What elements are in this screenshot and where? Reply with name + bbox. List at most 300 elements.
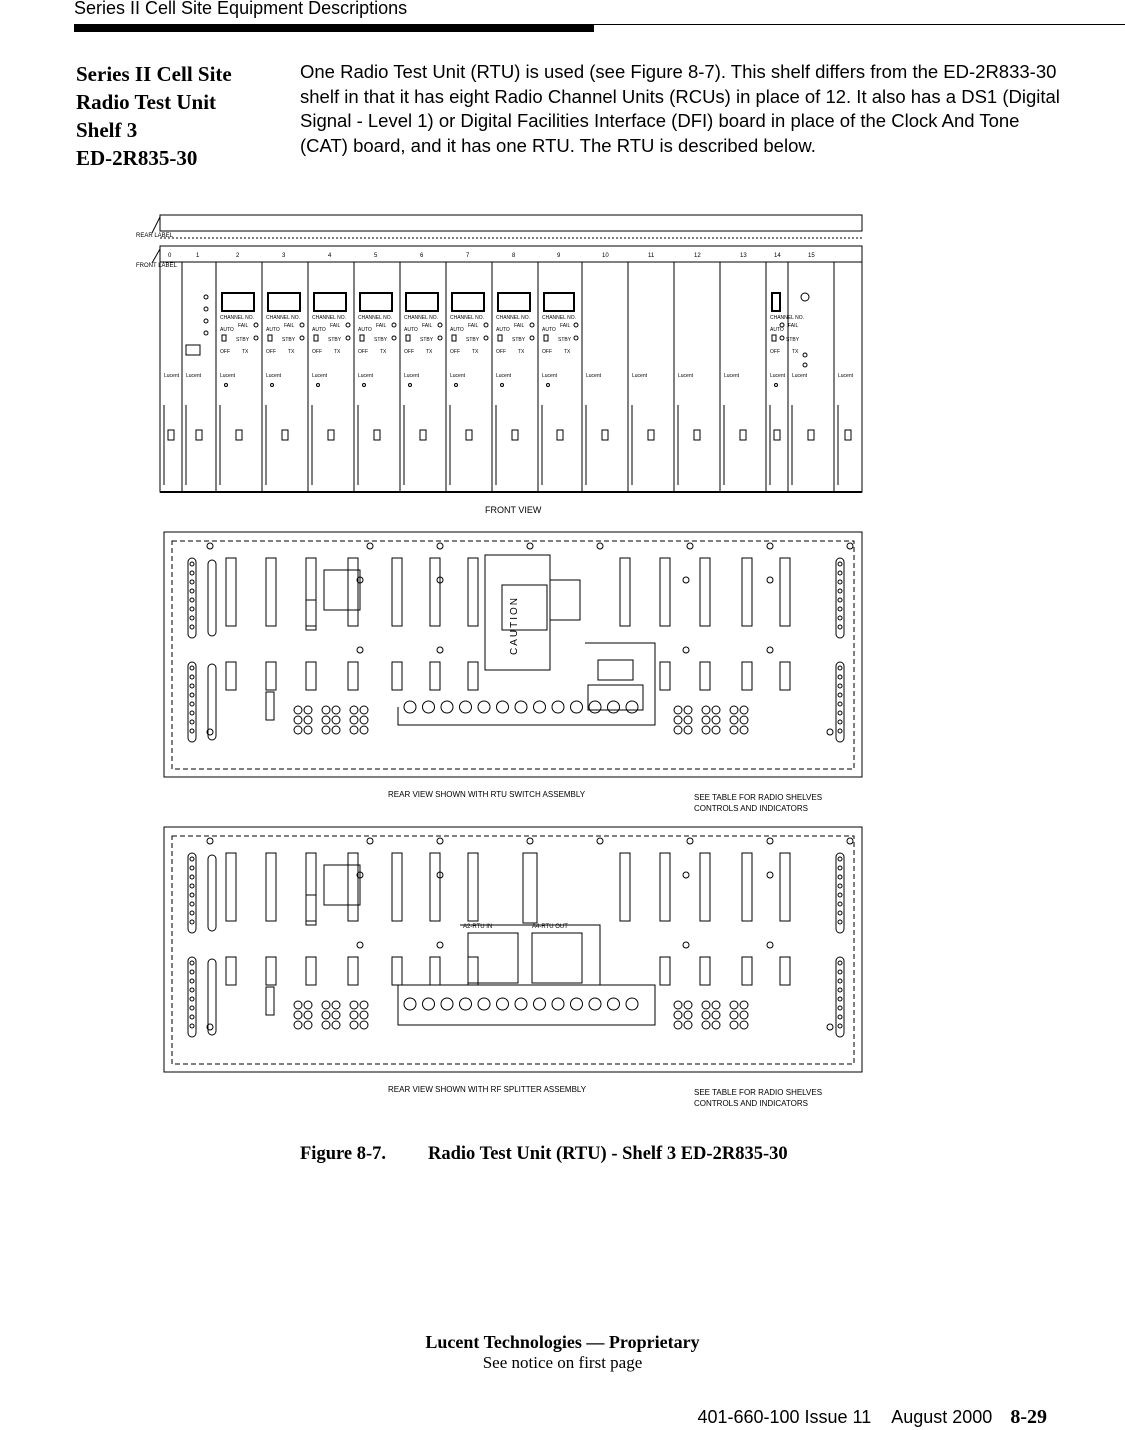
connector-pin [838, 675, 842, 679]
coax-jack [740, 1021, 748, 1029]
led [300, 323, 304, 327]
coax-jack [350, 716, 358, 724]
coax-jack [304, 716, 312, 724]
rear-slot-connector [306, 957, 316, 985]
connector-pin [838, 729, 842, 733]
connector-pin [190, 562, 194, 566]
off-label: OFF [770, 349, 780, 355]
rear-fuse [266, 987, 274, 1015]
led [530, 323, 534, 327]
mount-screw [597, 543, 603, 549]
coax-jack [304, 1021, 312, 1029]
auto-label: AUTO [312, 327, 326, 333]
front-view-panel [136, 215, 862, 515]
screw [547, 384, 550, 387]
rear-slot-connector [348, 558, 358, 626]
coax-jack [674, 1021, 682, 1029]
power-switch [186, 345, 200, 355]
channel-no-label: CHANNEL NO. [266, 315, 300, 321]
led [574, 323, 578, 327]
auto-label: AUTO [358, 327, 372, 333]
led [780, 336, 784, 340]
coax-jack [322, 1021, 330, 1029]
rear-slot-connector [306, 662, 316, 690]
connector-pin [838, 997, 842, 1001]
connector-pin [838, 684, 842, 688]
led [392, 336, 396, 340]
toggle-switch [452, 335, 456, 341]
coax-jack [684, 1011, 692, 1019]
coax-jack [360, 1001, 368, 1009]
coax-jack [702, 1011, 710, 1019]
connector-pin [190, 988, 194, 992]
channel-no-label: CHANNEL NO. [404, 315, 438, 321]
see-table-note-2: SEE TABLE FOR RADIO SHELVES [694, 1088, 823, 1097]
slot-number: 8 [512, 253, 516, 259]
slot-number: 6 [420, 253, 424, 259]
db-connector [208, 560, 216, 636]
lucent-label: Lucent [678, 373, 694, 379]
off-label: OFF [496, 349, 506, 355]
toggle-switch [314, 335, 318, 341]
coax-jack [332, 1001, 340, 1009]
rear-slot-connector [780, 957, 790, 985]
coax-jack [322, 1011, 330, 1019]
led [803, 353, 807, 357]
rear-slot-connector [266, 662, 276, 690]
stby-label: STBY [328, 337, 342, 343]
slot-number: 0 [168, 253, 172, 259]
figure-8-7 [130, 205, 870, 1115]
rear-slot-connector [226, 853, 236, 921]
rear2-components [188, 838, 853, 1037]
coax-jack [589, 701, 601, 713]
coax-jack [294, 1021, 302, 1029]
coax-jack [730, 716, 738, 724]
coax-jack [740, 1001, 748, 1009]
auto-label: AUTO [770, 327, 784, 333]
screw [501, 384, 504, 387]
coax-jack [740, 1011, 748, 1019]
fail-label: FAIL [422, 323, 433, 329]
connector-pin [190, 920, 194, 924]
led [300, 336, 304, 340]
slot-latch [466, 430, 472, 440]
coax-jack [712, 726, 720, 734]
coax-jack [702, 716, 710, 724]
lucent-label: Lucent [404, 373, 420, 379]
mount-screw [687, 543, 693, 549]
screw [409, 384, 412, 387]
connector-pin [190, 911, 194, 915]
slot-latch [374, 430, 380, 440]
connector-pin [190, 616, 194, 620]
led [438, 336, 442, 340]
channel-display [360, 293, 392, 311]
connector-pin [838, 580, 842, 584]
slot-number: 12 [694, 253, 701, 259]
shelf-diagram [130, 205, 870, 1115]
tx-label: TX [518, 349, 525, 355]
connector-pin [838, 961, 842, 965]
mount-screw [527, 543, 533, 549]
mount-screw [357, 942, 363, 948]
mount-screw [367, 543, 373, 549]
rear-slot-connector [392, 558, 402, 626]
slot-latch [808, 430, 814, 440]
coax-jack [332, 1011, 340, 1019]
connector-pin [190, 979, 194, 983]
lucent-label: Lucent [266, 373, 282, 379]
coax-jack [360, 716, 368, 724]
mount-screw [437, 838, 443, 844]
slot-latch [512, 430, 518, 440]
mount-screw [207, 543, 213, 549]
channel-no-label: CHANNEL NO. [450, 315, 484, 321]
tx-label: TX [334, 349, 341, 355]
coax-jack [294, 1011, 302, 1019]
coax-jack [684, 1001, 692, 1009]
led [204, 331, 208, 335]
coax-jack [332, 726, 340, 734]
channel-display [314, 293, 346, 311]
slot-number: 15 [808, 253, 815, 259]
tx-label: TX [242, 349, 249, 355]
connector-pin [190, 720, 194, 724]
rear-slot-connector [468, 853, 478, 921]
led [204, 295, 208, 299]
slot-latch [845, 430, 851, 440]
connector-pin [190, 625, 194, 629]
coax-jack [702, 706, 710, 714]
rear-slot-connector [306, 558, 316, 626]
connector-pin [838, 711, 842, 715]
coax-jack [350, 1011, 358, 1019]
proprietary-notice: Lucent Technologies — Proprietary [425, 1332, 700, 1352]
rear-slot-connector [430, 662, 440, 690]
coax-jack [294, 706, 302, 714]
off-label: OFF [358, 349, 368, 355]
connector-pin [838, 607, 842, 611]
slot-number: 7 [466, 253, 470, 259]
coax-jack [360, 706, 368, 714]
tx-label: TX [564, 349, 571, 355]
led [484, 336, 488, 340]
connector-pin [190, 857, 194, 861]
slot-number: 3 [282, 253, 286, 259]
coax-jack [730, 1021, 738, 1029]
lucent-label: Lucent [164, 373, 180, 379]
fail-label: FAIL [238, 323, 249, 329]
led [346, 323, 350, 327]
toggle-switch [772, 335, 776, 341]
connector-pin [838, 866, 842, 870]
coax-jack [608, 998, 620, 1010]
off-label: OFF [220, 349, 230, 355]
auto-label: AUTO [542, 327, 556, 333]
coax-jack [702, 1021, 710, 1029]
mount-screw [683, 577, 689, 583]
auto-label: AUTO [450, 327, 464, 333]
tx-label: TX [472, 349, 479, 355]
connector-pin [190, 589, 194, 593]
coax-jack [322, 706, 330, 714]
connector-pin [190, 866, 194, 870]
led [392, 323, 396, 327]
mount-screw [767, 942, 773, 948]
connector-pin [190, 607, 194, 611]
channel-display [772, 293, 780, 311]
lucent-label: Lucent [496, 373, 512, 379]
coax-jack [360, 1021, 368, 1029]
rear-slot-connector [306, 853, 316, 921]
lucent-label: Lucent [542, 373, 558, 379]
mount-screw [367, 838, 373, 844]
coax-jack [712, 1011, 720, 1019]
connector-pin [190, 875, 194, 879]
coax-jack [460, 701, 472, 713]
coax-jack [740, 706, 748, 714]
connector-pin [838, 902, 842, 906]
connector-pin [190, 1024, 194, 1028]
doc-date: August 2000 [891, 1407, 993, 1427]
coax-jack [404, 701, 416, 713]
mount-screw [767, 838, 773, 844]
coax-jack [712, 1021, 720, 1029]
fail-label: FAIL [468, 323, 479, 329]
rear-slot-connector [226, 558, 236, 626]
rear1-connector-row [404, 701, 638, 713]
mount-screw [683, 647, 689, 653]
toggle-switch [360, 335, 364, 341]
channel-display [222, 293, 254, 311]
rear-slot-connector [660, 558, 670, 626]
rear-module [324, 865, 360, 905]
rear-slot-connector [742, 558, 752, 626]
auto-label: AUTO [266, 327, 280, 333]
coax-jack [478, 701, 490, 713]
rear-slot-connector [266, 558, 276, 626]
mount-screw [847, 543, 853, 549]
a2-rtu-in-label: A2-RTU IN [463, 924, 493, 930]
off-label: OFF [312, 349, 322, 355]
coax-jack [626, 998, 638, 1010]
screw [271, 384, 274, 387]
rear-fuse [266, 692, 274, 720]
coax-jack [571, 998, 583, 1010]
rear2-connector-row [404, 998, 638, 1010]
slot-latch [168, 430, 174, 440]
mount-screw [683, 942, 689, 948]
fail-label: FAIL [330, 323, 341, 329]
rear-slot-connector [742, 957, 752, 985]
mount-screw [437, 942, 443, 948]
section-heading [76, 60, 276, 172]
led [801, 293, 809, 301]
front-label-text: FRONT LABEL [136, 263, 177, 269]
connector-pin [838, 979, 842, 983]
coax-jack [740, 716, 748, 724]
coax-jack [515, 701, 527, 713]
coax-jack [294, 726, 302, 734]
connector-pin [190, 1006, 194, 1010]
slot-number: 10 [602, 253, 609, 259]
rear-slot-connector [348, 957, 358, 985]
fail-label: FAIL [560, 323, 571, 329]
rear-slot-connector [266, 957, 276, 985]
rear-slot-connector [348, 853, 358, 921]
slot-latch [557, 430, 563, 440]
connector-pin [190, 666, 194, 670]
coax-jack [404, 998, 416, 1010]
connector-pin [838, 625, 842, 629]
connector-pin [838, 875, 842, 879]
stby-label: STBY [512, 337, 526, 343]
connector-pin [190, 702, 194, 706]
connector-pin [190, 1015, 194, 1019]
off-label: OFF [450, 349, 460, 355]
front-view-label: FRONT VIEW [485, 505, 542, 515]
page-footer [0, 1332, 1125, 1373]
db-connector [208, 855, 216, 931]
toggle-switch [222, 335, 226, 341]
connector-pin [838, 720, 842, 724]
coax-jack [712, 1001, 720, 1009]
rear-slot-connector [620, 853, 630, 921]
mount-screw [827, 729, 833, 735]
mount-screw [687, 838, 693, 844]
rear-slot-connector [700, 558, 710, 626]
rear-slot-connector [742, 662, 752, 690]
mount-screw [437, 647, 443, 653]
rear-slot-connector [700, 662, 710, 690]
stby-label: STBY [466, 337, 480, 343]
coax-jack [515, 998, 527, 1010]
fail-label: FAIL [376, 323, 387, 329]
stby-label: STBY [236, 337, 250, 343]
rear-slot-connector [392, 957, 402, 985]
page-number: 8-29 [1010, 1406, 1047, 1428]
connector-pin [838, 884, 842, 888]
connector-pin [838, 1006, 842, 1010]
fail-label: FAIL [788, 323, 799, 329]
front-slot-group [160, 253, 862, 492]
connector-pin [838, 857, 842, 861]
coax-jack [294, 716, 302, 724]
rear-slot-connector [742, 853, 752, 921]
coax-jack [712, 716, 720, 724]
section-heading-line: Series II Cell Site [76, 62, 232, 86]
rear-slot-connector [780, 853, 790, 921]
tx-label: TX [426, 349, 433, 355]
rear-slot-connector [660, 662, 670, 690]
see-table-note-1b: CONTROLS AND INDICATORS [694, 804, 808, 813]
lucent-label: Lucent [632, 373, 648, 379]
slot-latch [236, 430, 242, 440]
slot-number: 2 [236, 253, 240, 259]
off-label: OFF [404, 349, 414, 355]
connector-pin [190, 711, 194, 715]
channel-no-label: CHANNEL NO. [358, 315, 392, 321]
fail-label: FAIL [514, 323, 525, 329]
connector-pin [838, 571, 842, 575]
connector-pin [190, 970, 194, 974]
a4-rtu-out-label: A4-RTU OUT [532, 924, 568, 930]
see-table-note-2b: CONTROLS AND INDICATORS [694, 1099, 808, 1108]
coax-jack [497, 701, 509, 713]
led [254, 336, 258, 340]
coax-jack [730, 706, 738, 714]
lucent-label: Lucent [220, 373, 236, 379]
connector-pin [838, 598, 842, 602]
channel-display [498, 293, 530, 311]
rear-slot-connector [468, 662, 478, 690]
rear-slot-connector [430, 853, 440, 921]
led [204, 319, 208, 323]
coax-jack [730, 726, 738, 734]
lucent-label: Lucent [186, 373, 202, 379]
off-label: OFF [266, 349, 276, 355]
stby-label: STBY [420, 337, 434, 343]
connector-pin [838, 911, 842, 915]
auto-label: AUTO [404, 327, 418, 333]
connector-pin [838, 920, 842, 924]
slot-number: 14 [774, 253, 781, 259]
coax-jack [478, 998, 490, 1010]
channel-no-label: CHANNEL NO. [770, 315, 804, 321]
rear-slot-connector [660, 957, 670, 985]
rear-slot-connector [226, 957, 236, 985]
coax-jack [589, 998, 601, 1010]
led [204, 307, 208, 311]
lucent-label: Lucent [312, 373, 328, 379]
rear-slot-connector [700, 853, 710, 921]
mount-screw [437, 543, 443, 549]
coax-jack [322, 1001, 330, 1009]
rear-module [324, 570, 360, 610]
coax-jack [332, 706, 340, 714]
mount-screw [597, 838, 603, 844]
coax-jack [497, 998, 509, 1010]
screw [455, 384, 458, 387]
coax-jack [674, 1011, 682, 1019]
coax-jack [626, 701, 638, 713]
rear-slot-connector [226, 662, 236, 690]
mount-screw [827, 1024, 833, 1030]
toggle-switch [544, 335, 548, 341]
slot-latch [196, 430, 202, 440]
section-heading-line: Shelf 3 [76, 118, 138, 142]
channel-no-label: CHANNEL NO. [220, 315, 254, 321]
connector-pin [838, 1015, 842, 1019]
slot-latch [602, 430, 608, 440]
connector-pin [190, 961, 194, 965]
fail-label: FAIL [284, 323, 295, 329]
coax-jack [350, 706, 358, 714]
coax-jack [674, 716, 682, 724]
connector-pin [838, 616, 842, 620]
coax-jack [674, 1001, 682, 1009]
connector-pin [190, 684, 194, 688]
slot-latch [774, 430, 780, 440]
led [803, 363, 807, 367]
coax-jack [674, 706, 682, 714]
figure-number: Figure 8-7. [300, 1144, 386, 1164]
led [254, 323, 258, 327]
rear-slot-connector [468, 957, 478, 985]
stby-label: STBY [374, 337, 388, 343]
connector-pin [190, 675, 194, 679]
